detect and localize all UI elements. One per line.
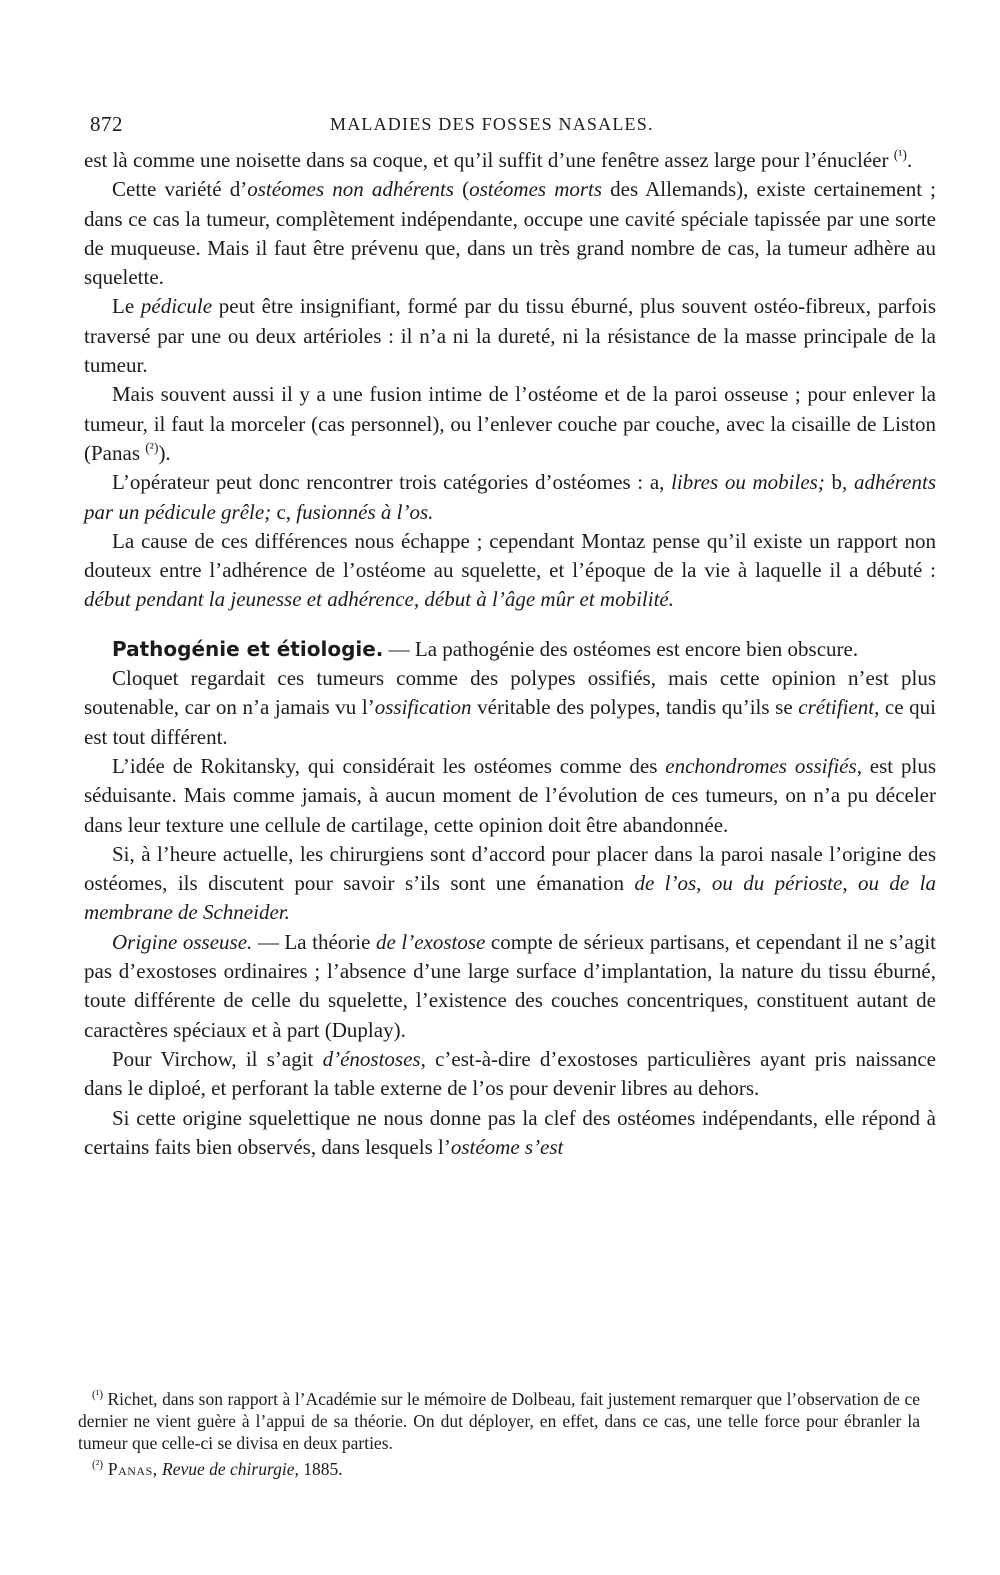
text-run: , est plus séduisante. Mais comme jamais, à aucun moment de l’évolution de ces tumeurs, on n’a pu déceler dans leur texture une cellule de cartilage, cette opinion doit être abandonnée. [84,753,936,837]
paragraph [84,468,936,527]
footnote-mark: (¹) [92,1389,103,1402]
section-heading: Pathogénie et étiologie. [112,636,384,661]
italic-run: de l’exostose [376,929,486,954]
paragraph [84,527,936,615]
italic-run: enchondromes ossifiés [665,753,857,778]
footnote-source: Revue de chirurgie, [157,1459,299,1479]
paragraph [84,1104,936,1163]
text-run: , c’est-à-dire d’exostoses particulières ayant pris naissance dans le diploé, et perforant la table externe de l’os pour devenir libres au dehors. [84,1046,936,1101]
italic-run: crétifient [798,695,875,720]
text-run: Si, à l’heure actuelle, les chirurgiens sont d’accord pour placer dans la paroi nasale l’origine des ostéomes, ils discutent pour savoir s’ils sont une émanation [84,841,936,896]
italic-run: début pendant la jeunesse et adhérence, début à l’âge mûr et mobilité. [84,587,674,612]
text-run: Mais souvent aussi il y a une fusion intime de l’ostéome et de la paroi osseuse ; pour enlever la tumeur, il faut la morceler (cas personnel), ou l’enlever couche par couche, avec la cisaille de Liston (Panas [84,382,936,465]
text-run: peut être insignifiant, formé par du tissu éburné, plus souvent ostéo-fibreux, parfois traversé par une ou deux artérioles : il n’a ni la dureté, ni la résistance de la masse principale de la tumeur. [84,294,937,378]
paragraph [84,928,936,1045]
paragraph [84,840,936,928]
footnote-year: 1885. [298,1459,343,1479]
footnote-mark: (²) [92,1459,103,1472]
text-run: — La théorie [252,929,376,954]
paragraph [84,635,936,664]
italic-run: ostéome s’est [450,1134,564,1159]
italic-run: fusionnés à l’os. [296,499,434,524]
footnote-ref: (²) [145,439,159,455]
italic-run: de l’os, ou du périoste, ou de la membrane de Schneider. [84,871,936,925]
paragraph [84,752,936,840]
text-run: des Allemands), existe certainement ; dans ce cas la tumeur, complètement indépendante, occupe une cavité spéciale tapissée par une sorte de muqueuse. Mais il faut être prévenu que, dans un très grand nombre de cas, la tumeur adhère au squelette. [84,177,936,290]
footnote-1 [78,1388,920,1454]
text-run: compte de sérieux partisans, et cependant il ne s’agit pas d’exostoses ordinaires ; l’absence d’une large surface d’implantation, la nature du tissu éburné, toute différente de celle du squelette, l’existence des couches concentriques, constituent autant de caractères spéciaux et à part (Duplay). [84,929,936,1042]
text-run: ). [158,440,171,465]
italic-run: pédicule [140,294,213,319]
footnote-text: Richet, dans son rapport à l’Académie sur le mémoire de Dolbeau, fait justement remarquer que l’observation de ce dernier ne vient guère à l’appui de sa théorie. On dut déployer, en effet, dans ce cas, une telle force pour ébranler la tumeur que celle-ci se divisa en deux parties. [78,1389,920,1453]
italic-run: adhérents par un pédicule grêle; [84,470,937,524]
text-run: c, [271,499,297,524]
text-run: . [906,148,913,172]
footnote-ref: (¹) [893,147,907,162]
text-run: Cette variété d’ [112,177,248,202]
page-number: 872 [90,112,123,136]
italic-run: ossification [374,695,472,720]
text-run: — La pathogénie des ostéomes est encore bien obscure. [383,636,859,661]
text-run: Si cette origine squelettique ne nous donne pas la clef des ostéomes indépendants, elle répond à certains faits bien observés, dans lesquels l’ [84,1105,936,1159]
footnote-author: Panas, [102,1459,158,1479]
italic-run: libres ou mobiles; [671,470,825,495]
text-run: Pour Virchow, il s’agit [112,1046,323,1071]
paragraph [84,292,936,380]
text-run: Cloquet regardait ces tumeurs comme des polypes ossifiés, mais cette opinion n’est plus soutenable, car on n’a jamais vu l’ [84,666,936,720]
page-header [90,108,932,142]
paragraph [84,146,936,175]
text-run: L’opérateur peut donc rencontrer trois catégories d’ostéomes : a, [112,470,672,495]
text-run: est là comme une noisette dans sa coque, et qu’il suffit d’une fenêtre assez large pour l’énucléer [84,148,889,172]
paragraph [84,175,936,292]
text-run: b, [824,470,854,495]
footnote-2 [78,1458,920,1480]
italic-run: Origine osseuse. [112,929,253,954]
text-run: , ce qui est tout différent. [84,695,936,749]
italic-run: ostéomes non adhérents [247,177,454,202]
text-run: ( [453,177,470,202]
text-run: Le [112,294,141,319]
italic-run: ostéomes morts [469,177,603,202]
text-run: L’idée de Rokitansky, qui considérait les ostéomes comme des [112,753,666,778]
paragraph [84,380,936,468]
text-run: véritable des polypes, tandis qu’ils se [471,695,799,720]
running-title: MALADIES DES FOSSES NASALES. [330,114,654,134]
paragraph [84,1045,936,1104]
italic-run: d’énostoses [322,1046,421,1071]
body-text [84,146,936,1162]
footnotes [78,1388,920,1480]
text-run: La cause de ces différences nous échappe ; cependant Montaz pense qu’il existe un rapport non douteux entre l’adhérence de l’ostéome au squelette, et l’époque de la vie à laquelle il a débuté : [84,528,936,583]
paragraph [84,664,936,752]
